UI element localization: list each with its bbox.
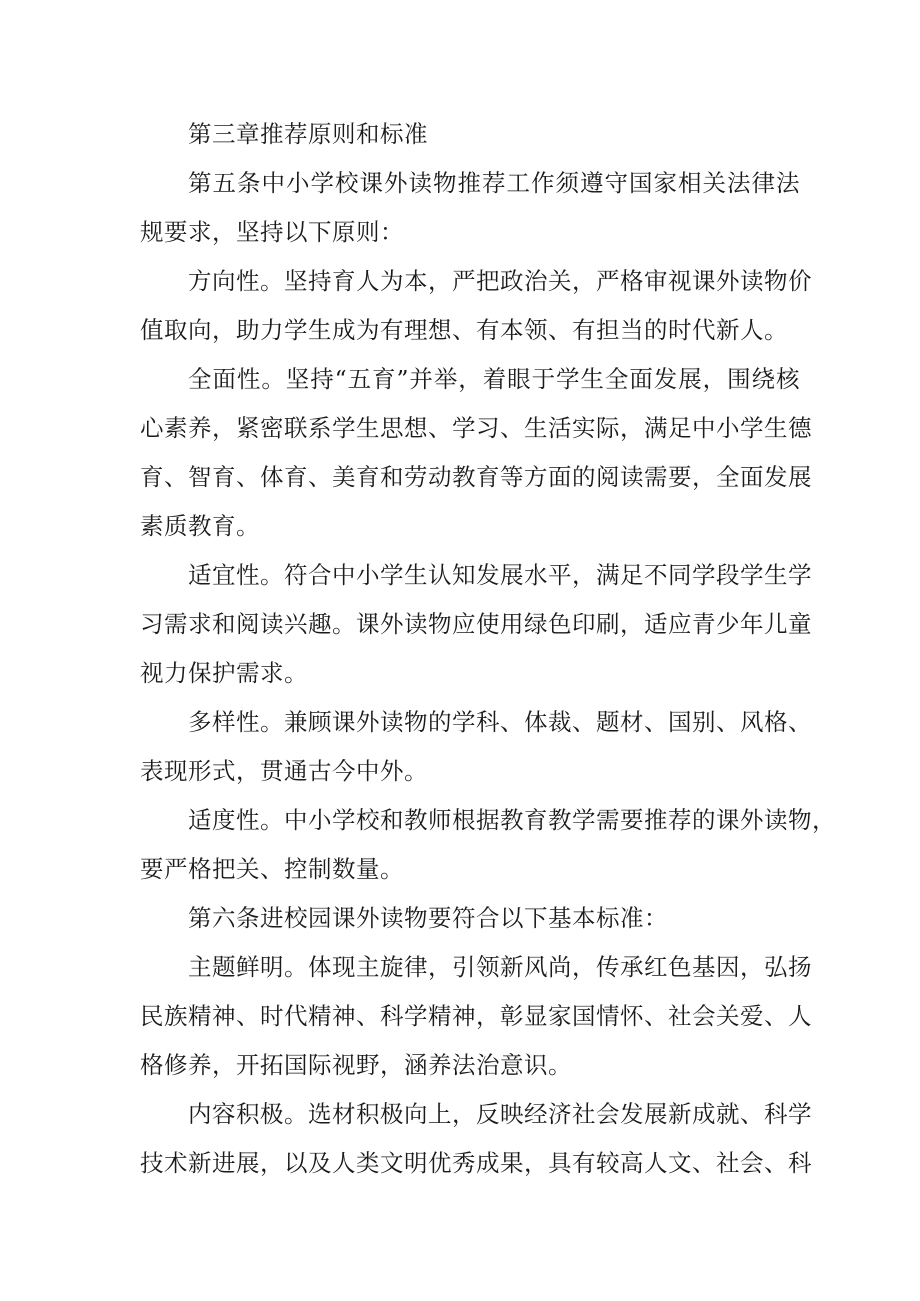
suitability-line-1: 适宜性。符合中小学生认知发展水平，满足不同学段学生学 (188, 561, 812, 589)
chapter-heading: 第三章推荐原则和标准 (188, 120, 428, 148)
theme-line-1: 主题鲜明。体现主旋律，引领新风尚，传承红色基因，弘扬 (188, 953, 812, 981)
comprehensive-line-3: 育、智育、体育、美育和劳动教育等方面的阅读需要，全面发展 (140, 463, 812, 491)
comprehensive-line-1: 全面性。坚持“五育”并举，着眼于学生全面发展，围绕核 (188, 365, 800, 393)
article-5-line-2: 规要求，坚持以下原则： (140, 218, 404, 246)
comprehensive-line-2: 心素养，紧密联系学生思想、学习、生活实际，满足中小学生德 (140, 414, 812, 442)
article-5-line-1: 第五条中小学校课外读物推荐工作须遵守国家相关法律法 (188, 169, 800, 197)
theme-line-3: 格修养，开拓国际视野，涵养法治意识。 (140, 1051, 572, 1079)
suitability-line-2: 习需求和阅读兴趣。课外读物应使用绿色印刷，适应青少年儿童 (140, 610, 812, 638)
content-line-2: 技术新进展，以及人类文明优秀成果，具有较高人文、社会、科 (140, 1149, 812, 1177)
theme-line-2: 民族精神、时代精神、科学精神，彰显家国情怀、社会关爱、人 (140, 1002, 812, 1030)
orientation-line-2: 值取向，助力学生成为有理想、有本领、有担当的时代新人。 (140, 316, 788, 344)
diversity-line-2: 表现形式，贯通古今中外。 (140, 757, 428, 785)
moderation-line-2: 要严格把关、控制数量。 (140, 855, 404, 883)
article-6-line-1: 第六条进校园课外读物要符合以下基本标准： (188, 904, 668, 932)
suitability-line-3: 视力保护需求。 (140, 659, 308, 687)
orientation-line-1: 方向性。坚持育人为本，严把政治关，严格审视课外读物价 (188, 267, 812, 295)
diversity-line-1: 多样性。兼顾课外读物的学科、体裁、题材、国别、风格、 (188, 708, 812, 736)
comprehensive-line-4: 素质教育。 (140, 512, 260, 540)
content-line-1: 内容积极。选材积极向上，反映经济社会发展新成就、科学 (188, 1100, 812, 1128)
moderation-line-1: 适度性。中小学校和教师根据教育教学需要推荐的课外读物， (188, 806, 836, 834)
